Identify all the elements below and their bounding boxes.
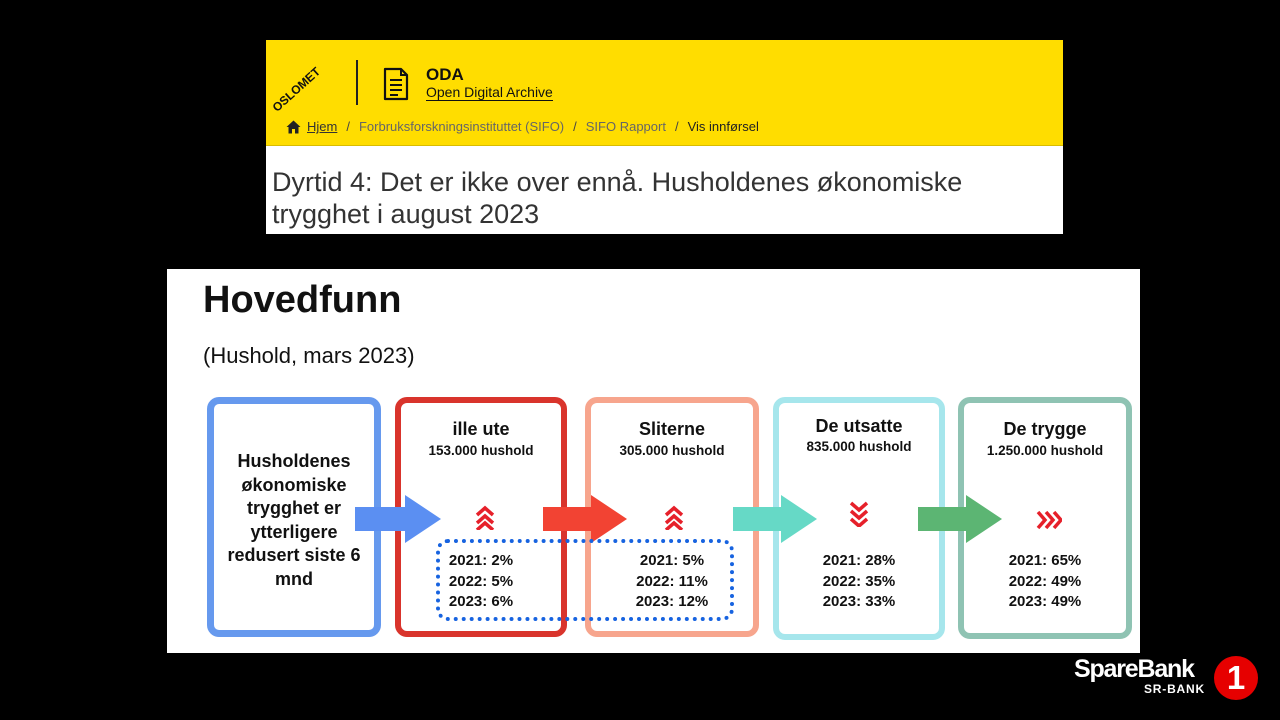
oda-header-bar xyxy=(266,40,1063,146)
stat-2023: 2023: 12% xyxy=(635,593,709,610)
breadcrumb-separator: / xyxy=(674,119,679,134)
stat-2022: 2022: 49% xyxy=(1008,572,1082,590)
group-title: Sliterne xyxy=(638,419,706,439)
flow-arrow-1 xyxy=(355,495,441,543)
flow-arrow-3 xyxy=(733,495,817,543)
group-stats xyxy=(779,551,939,613)
record-title: Dyrtid 4: Det er ikke over ennå. Husholdenes økonomiske trygghet i august 2023 xyxy=(272,167,963,229)
oda-header-card xyxy=(266,40,1063,234)
sparebank-mark: 1 xyxy=(1214,656,1258,700)
breadcrumb-home-link[interactable]: Hjem xyxy=(307,119,338,134)
stat-2023: 2023: 33% xyxy=(822,593,896,610)
breadcrumb-separator: / xyxy=(346,119,350,134)
stat-2022: 2022: 5% xyxy=(448,572,514,590)
double-chevron-up-icon xyxy=(475,504,495,530)
stat-2022: 2022: 35% xyxy=(822,572,896,590)
slide-subtitle: (Hushold, mars 2023) xyxy=(203,343,415,368)
oslomet-logo[interactable] xyxy=(270,60,340,116)
group-count: 153.000 hushold xyxy=(428,443,534,458)
double-chevron-up-icon xyxy=(664,504,684,530)
breadcrumb xyxy=(286,119,759,134)
stat-2023: 2023: 6% xyxy=(448,593,514,610)
oslomet-logo-text: OSLOMET xyxy=(270,64,324,115)
oda-title[interactable]: ODA xyxy=(426,65,464,84)
group-count: 1.250.000 hushold xyxy=(986,443,1104,458)
group-stats xyxy=(964,551,1126,613)
breadcrumb-sifo-rapport-link[interactable]: SIFO Rapport xyxy=(585,119,666,134)
logo-divider xyxy=(356,60,358,105)
highlight-dotted-frame xyxy=(436,539,734,621)
sparebank-sub: SR-BANK xyxy=(1144,682,1205,696)
breadcrumb-separator: / xyxy=(573,119,577,134)
sparebank-logo xyxy=(1072,654,1262,700)
stat-2021: 2021: 65% xyxy=(1008,552,1082,569)
oda-subtitle-link[interactable]: Open Digital Archive xyxy=(426,84,553,100)
breadcrumb-current: Vis innførsel xyxy=(687,119,759,134)
flow-arrow-2 xyxy=(543,495,627,543)
breadcrumb-sifo-link[interactable]: Forbruksforskningsinstituttet (SIFO) xyxy=(358,119,565,134)
flow-arrow-4 xyxy=(918,495,1002,543)
stat-2021: 2021: 5% xyxy=(639,552,705,569)
intro-text: Husholdenes økonomiske trygghet er ytterligere redusert siste 6 mnd xyxy=(227,451,361,589)
home-icon[interactable] xyxy=(286,120,301,134)
group-title: De utsatte xyxy=(815,416,903,436)
group-count: 835.000 hushold xyxy=(806,439,912,454)
group-title: De trygge xyxy=(1003,419,1087,439)
sparebank-name: SpareBank xyxy=(1074,655,1194,683)
stat-2021: 2021: 28% xyxy=(822,552,896,569)
slide-title: Hovedfunn xyxy=(203,279,402,321)
double-chevron-down-icon xyxy=(849,501,869,527)
group-title: ille ute xyxy=(452,419,510,439)
findings-slide xyxy=(167,269,1140,653)
double-chevron-right-icon xyxy=(1036,510,1062,530)
stat-2022: 2022: 11% xyxy=(636,572,708,590)
document-icon xyxy=(381,66,411,102)
stat-2023: 2023: 49% xyxy=(1008,593,1082,610)
group-count: 305.000 hushold xyxy=(619,443,725,458)
stat-2021: 2021: 2% xyxy=(448,552,514,569)
